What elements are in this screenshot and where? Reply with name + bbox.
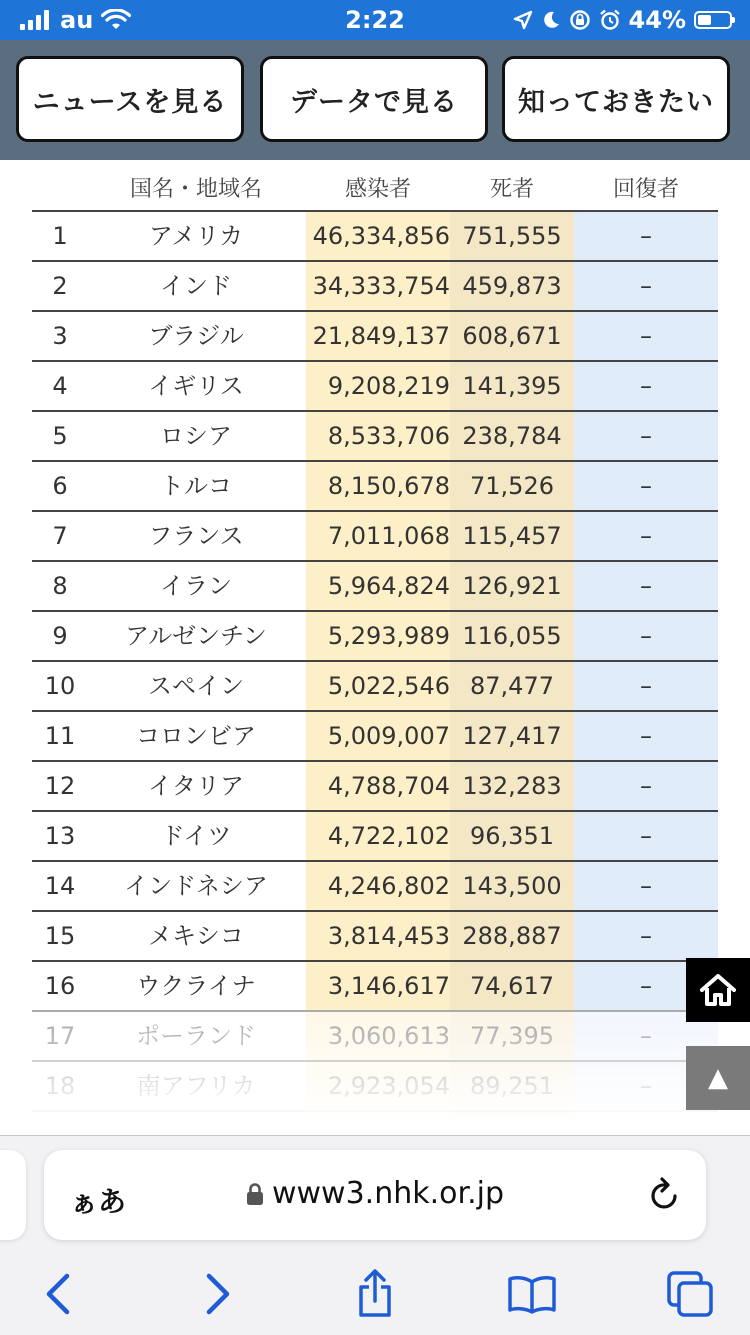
scroll-fade	[0, 1010, 750, 1135]
deaths-cell: 71,526	[470, 472, 554, 500]
cases-cell: 34,333,754	[312, 272, 450, 300]
recovered-cell: –	[640, 322, 652, 350]
table-row	[32, 910, 718, 960]
rank-cell: 16	[44, 972, 76, 1000]
country-cell: メキシコ	[148, 922, 244, 950]
cases-cell: 5,022,546	[327, 672, 450, 700]
browser-bottom-bar	[0, 1135, 750, 1335]
bookmarks-icon	[507, 1274, 557, 1314]
recovered-cell: –	[640, 222, 652, 250]
country-cell: スペイン	[148, 672, 244, 700]
table-row	[32, 510, 718, 560]
deaths-cell: 126,921	[462, 572, 562, 600]
table-row	[32, 660, 718, 710]
rank-cell: 15	[44, 922, 76, 950]
recovered-cell: –	[640, 972, 652, 1000]
recovered-cell: –	[640, 522, 652, 550]
country-cell: ウクライナ	[136, 972, 256, 1000]
rank-cell: 12	[44, 772, 76, 800]
country-cell: イタリア	[148, 772, 244, 800]
country-cell: ドイツ	[160, 822, 232, 850]
status-right	[513, 6, 732, 34]
home-icon	[698, 972, 738, 1008]
rotation-lock-icon	[569, 9, 591, 31]
back-icon	[43, 1272, 73, 1316]
table-row	[32, 310, 718, 360]
moon-icon	[541, 10, 561, 30]
recovered-cell: –	[640, 272, 652, 300]
recovered-cell: –	[640, 922, 652, 950]
header-cases: 感染者	[344, 177, 411, 202]
scroll-top-button[interactable]	[686, 1046, 750, 1110]
recovered-cell: –	[640, 672, 652, 700]
cases-cell: 8,533,706	[327, 422, 450, 450]
table-row	[32, 210, 718, 260]
browser-toolbar	[0, 1266, 750, 1326]
header-recovered: 回復者	[612, 177, 679, 202]
rank-cell: 5	[52, 422, 68, 450]
country-cell: インドネシア	[124, 872, 268, 900]
bookmarks-button[interactable]	[504, 1266, 560, 1322]
table-row	[32, 410, 718, 460]
country-cell: アルゼンチン	[125, 622, 267, 650]
rank-cell: 7	[52, 522, 68, 550]
cases-cell: 4,788,704	[327, 772, 450, 800]
deaths-cell: 132,283	[462, 772, 562, 800]
rank-cell: 14	[44, 872, 76, 900]
forward-button[interactable]	[190, 1266, 246, 1322]
cases-cell: 46,334,856	[312, 222, 450, 250]
recovered-cell: –	[640, 472, 652, 500]
rank-cell: 4	[52, 372, 68, 400]
tabs-button[interactable]	[662, 1266, 718, 1322]
lock-icon	[246, 1182, 264, 1206]
reload-button[interactable]	[648, 1176, 682, 1216]
rank-cell: 8	[52, 572, 68, 600]
home-button[interactable]	[686, 958, 750, 1022]
cases-cell: 5,009,007	[327, 722, 450, 750]
country-cell: イギリス	[148, 372, 244, 400]
cases-cell: 5,293,989	[327, 622, 450, 650]
forward-icon	[203, 1272, 233, 1316]
status-bar	[0, 0, 750, 40]
url-text[interactable]: www3.nhk.or.jp	[271, 1176, 505, 1211]
deaths-cell: 74,617	[470, 972, 554, 1000]
country-cell: ロシア	[160, 422, 232, 450]
rank-cell: 3	[52, 322, 68, 350]
country-cell: ブラジル	[148, 322, 244, 350]
cases-cell: 4,246,802	[327, 872, 450, 900]
deaths-cell: 115,457	[462, 522, 562, 550]
table-row	[32, 960, 718, 1010]
cases-cell: 7,011,068	[327, 522, 450, 550]
recovered-cell: –	[640, 722, 652, 750]
table-row	[32, 610, 718, 660]
cases-cell: 21,849,137	[312, 322, 450, 350]
table-row	[32, 710, 718, 760]
country-cell: フランス	[148, 522, 244, 550]
deaths-cell: 127,417	[462, 722, 562, 750]
cases-cell: 8,150,678	[327, 472, 450, 500]
rank-cell: 10	[44, 672, 76, 700]
location-icon	[513, 10, 533, 30]
rank-cell: 6	[52, 472, 68, 500]
deaths-cell: 288,887	[462, 922, 562, 950]
cases-cell: 5,964,824	[327, 572, 450, 600]
country-cell: イラン	[160, 572, 232, 600]
cases-cell: 4,722,102	[327, 822, 450, 850]
table-row	[32, 260, 718, 310]
deaths-cell: 238,784	[462, 422, 562, 450]
alarm-icon	[599, 9, 621, 31]
url-display	[44, 1176, 706, 1211]
battery-fill	[698, 15, 711, 25]
country-cell: コロンビア	[136, 722, 256, 750]
country-cell: トルコ	[160, 472, 232, 500]
deaths-cell: 143,500	[462, 872, 562, 900]
rank-cell: 11	[44, 722, 76, 750]
table-row	[32, 460, 718, 510]
tabs-icon	[666, 1270, 714, 1318]
recovered-cell: –	[640, 422, 652, 450]
rank-cell: 13	[44, 822, 76, 850]
deaths-cell: 141,395	[462, 372, 562, 400]
battery-icon	[694, 11, 732, 29]
header-country: 国名・地域名	[129, 177, 262, 202]
share-icon	[355, 1269, 395, 1319]
news-button[interactable]: ニュースを見る	[16, 56, 244, 142]
cases-cell: 9,208,219	[327, 372, 450, 400]
knowledge-button[interactable]: 知っておきたい	[502, 56, 730, 142]
previous-tab-peek[interactable]	[0, 1150, 26, 1240]
carrier-label: au	[60, 6, 94, 34]
rank-cell: 2	[52, 272, 68, 300]
recovered-cell: –	[640, 822, 652, 850]
reader-options-button[interactable]: ぁあ	[70, 1185, 127, 1218]
deaths-cell: 459,873	[462, 272, 562, 300]
status-time: 2:22	[345, 6, 405, 34]
deaths-cell: 87,477	[470, 672, 554, 700]
table-row	[32, 760, 718, 810]
recovered-cell: –	[640, 772, 652, 800]
ranking-table	[0, 160, 750, 1135]
reload-icon	[648, 1176, 682, 1212]
rank-cell: 9	[52, 622, 68, 650]
recovered-cell: –	[640, 872, 652, 900]
table-row	[32, 560, 718, 610]
rank-cell: 1	[52, 222, 68, 250]
site-nav	[0, 40, 750, 160]
recovered-cell: –	[640, 622, 652, 650]
table-row	[32, 810, 718, 860]
address-bar[interactable]	[44, 1150, 706, 1240]
recovered-cell: –	[640, 572, 652, 600]
arrow-up-icon: ▲	[708, 1063, 728, 1093]
table-row	[32, 860, 718, 910]
deaths-cell: 96,351	[470, 822, 554, 850]
back-button[interactable]	[30, 1266, 86, 1322]
deaths-cell: 608,671	[462, 322, 562, 350]
deaths-cell: 751,555	[462, 222, 562, 250]
country-cell: アメリカ	[148, 222, 244, 250]
deaths-cell: 116,055	[462, 622, 562, 650]
table-row	[32, 360, 718, 410]
country-cell: インド	[160, 272, 232, 300]
battery-percent: 44%	[628, 6, 686, 34]
cases-cell: 3,146,617	[327, 972, 450, 1000]
cases-cell: 3,814,453	[327, 922, 450, 950]
header-deaths: 死者	[489, 177, 534, 202]
share-button[interactable]	[347, 1266, 403, 1322]
recovered-cell: –	[640, 372, 652, 400]
data-button[interactable]: データで見る	[260, 56, 488, 142]
table-header	[0, 160, 750, 210]
